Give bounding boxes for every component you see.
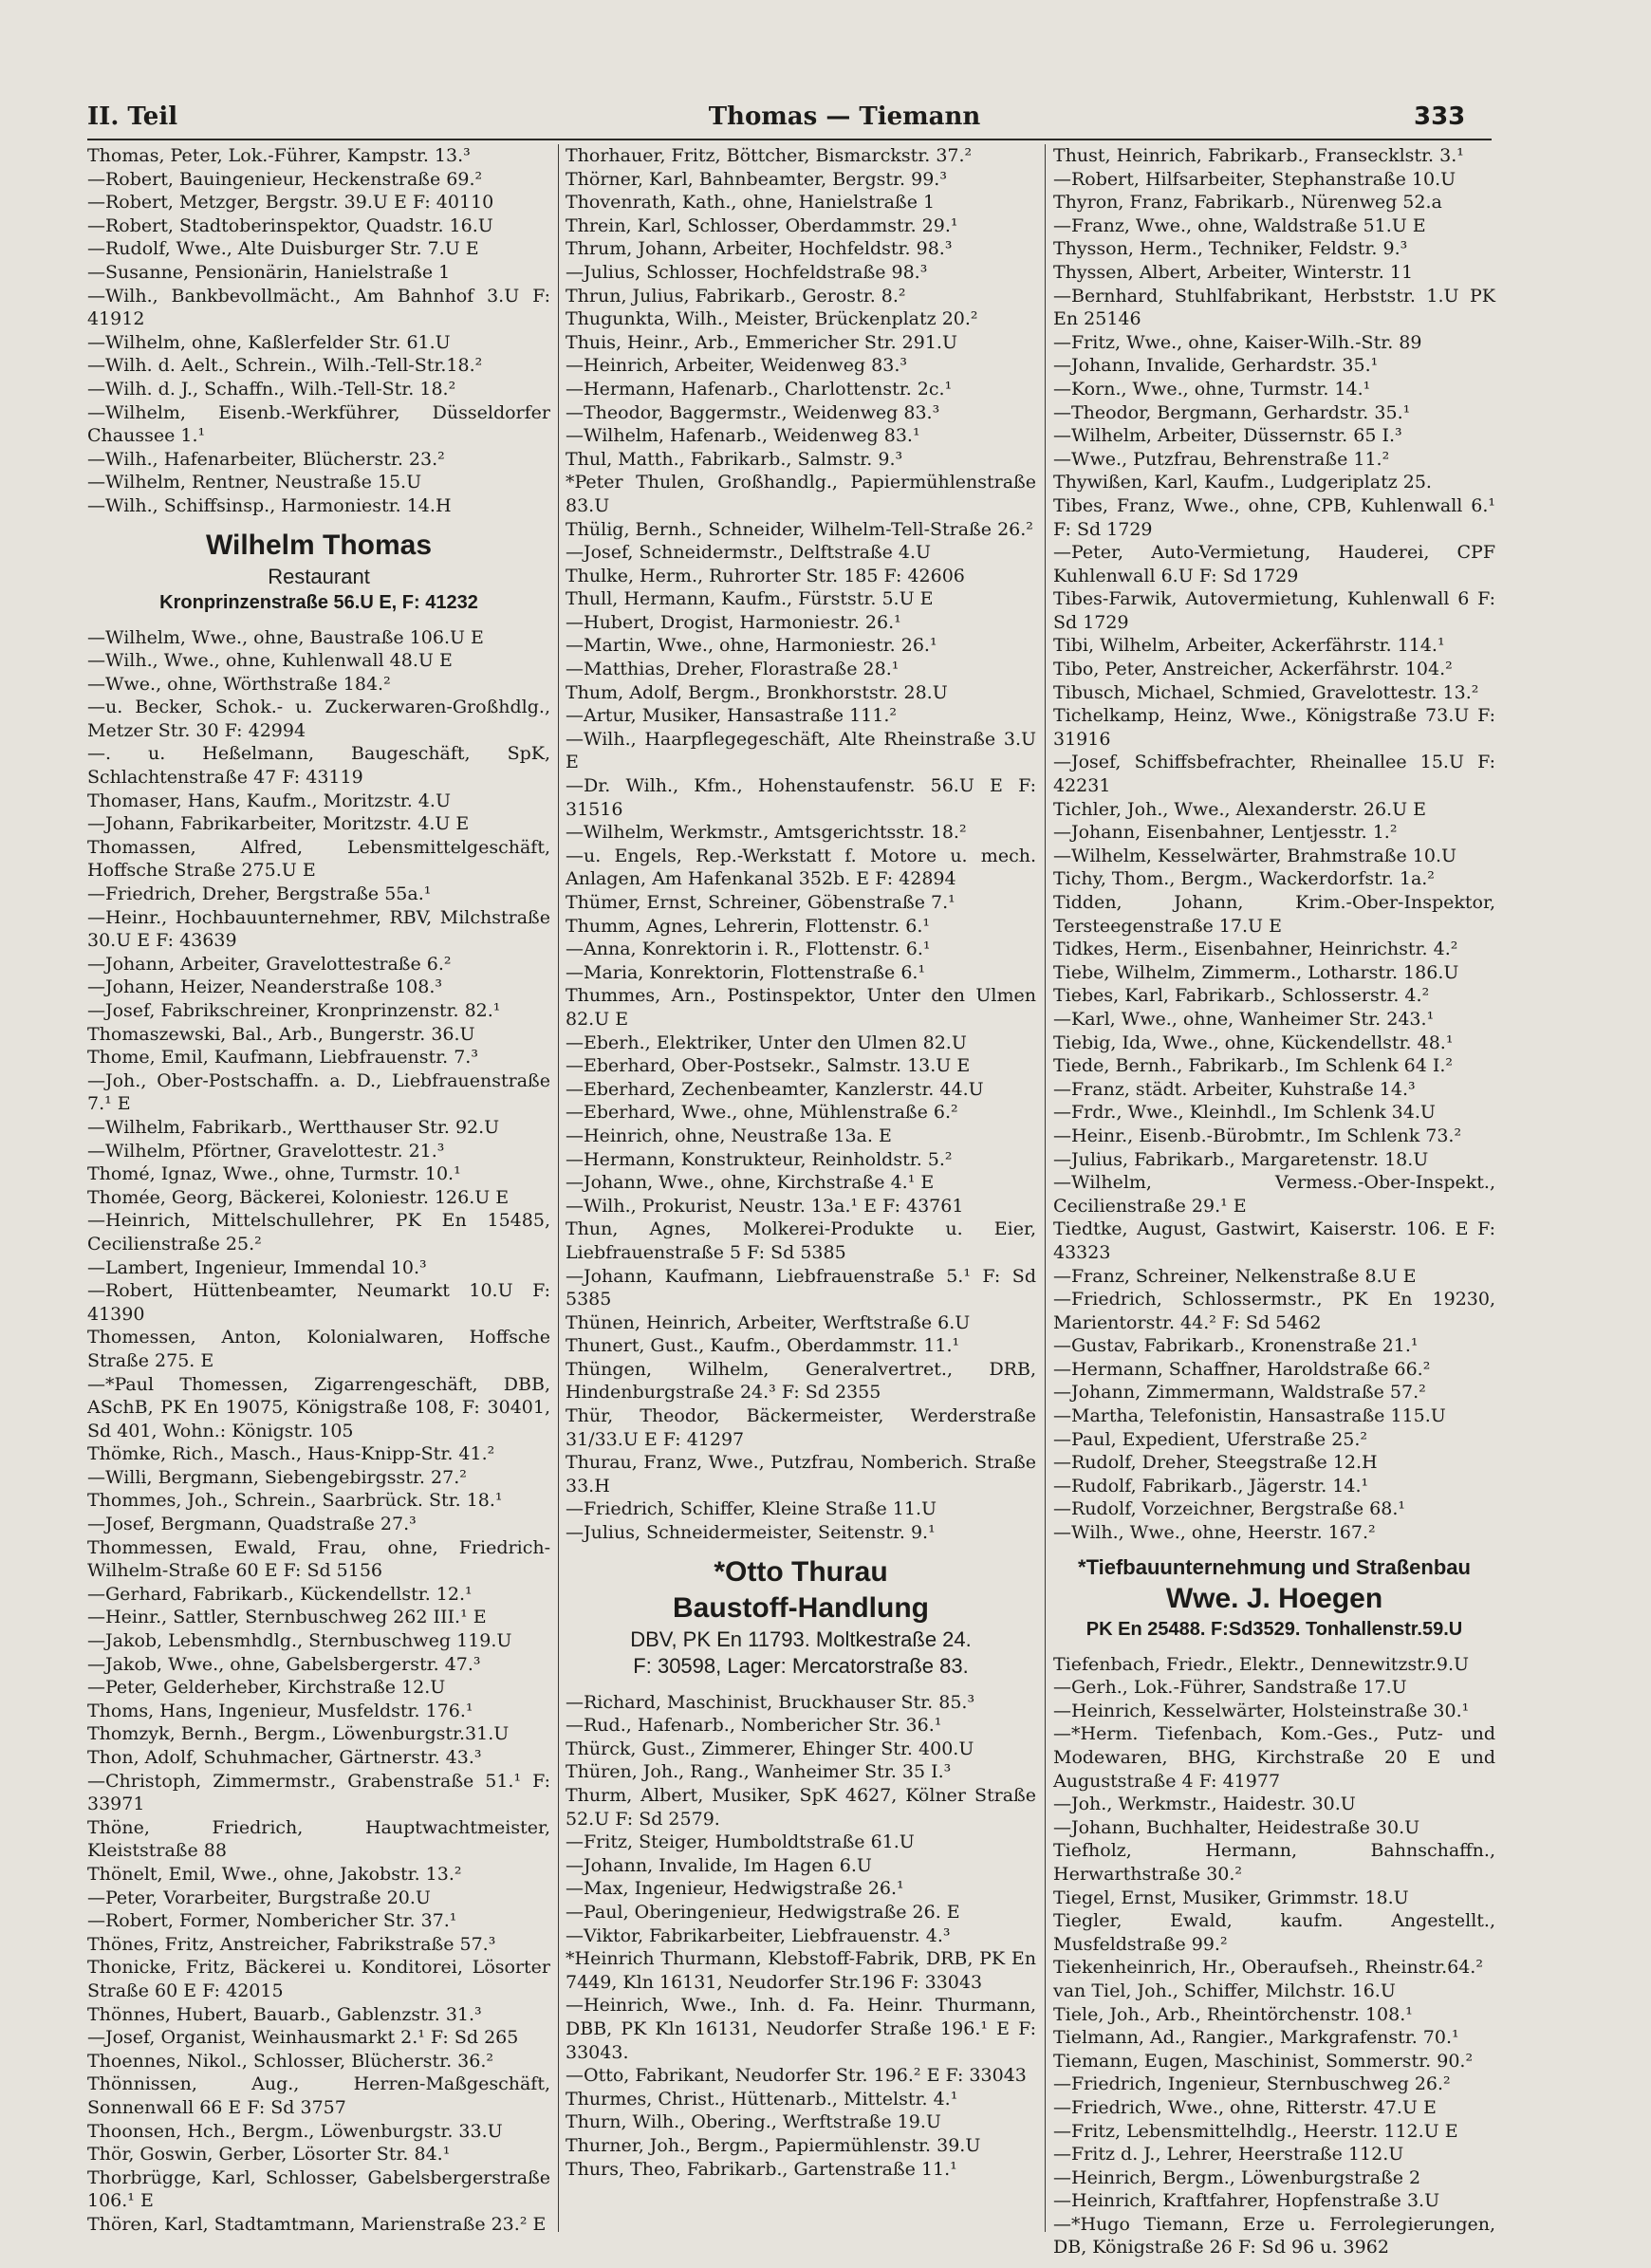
page-header (0, 102, 1651, 142)
column-divider (558, 144, 559, 2232)
directory-entry: —Friedrich, Schiffer, Kleine Straße 11.U (566, 1498, 937, 1520)
directory-entry: Tiegel, Ernst, Musiker, Grimmstr. 18.U (1053, 1887, 1409, 1908)
directory-entry: —Jakob, Wwe., ohne, Gabelsbergerstr. 47.³ (87, 1653, 481, 1675)
directory-entry: Thümer, Ernst, Schreiner, Göbenstraße 7.¹ (566, 892, 955, 913)
directory-entry: —Wilh., Schiffsinsp., Harmoniestr. 14.H (87, 494, 452, 516)
directory-entry: —Wilhelm, Werkmstr., Amtsgerichtsstr. 18.² (566, 822, 967, 844)
ad-wilhelm-thomas (87, 528, 550, 615)
directory-entry: —Maria, Konrektorin, Flottenstraße 6.¹ (566, 961, 926, 983)
directory-entry: Tiegler, Ewald, kaufm. Angestellt., Musfeldstraße 99.² (1053, 1910, 1495, 1955)
directory-entry: —Heinrich, Wwe., Inh. d. Fa. Heinr. Thurmann, DBB, PK Kln 16131, Neudorfer Straße 196.¹ E F: 33043. (566, 1995, 1036, 2063)
directory-entry: —Hermann, Konstrukteur, Reinholdstr. 5.² (566, 1148, 953, 1170)
directory-entry: —Johann, Kaufmann, Liebfrauenstraße 5.¹ F: Sd 5385 (566, 1265, 1036, 1311)
directory-entry: Thrun, Julius, Fabrikarb., Gerostr. 8.² (566, 285, 906, 307)
directory-entry: —Eberh., Elektriker, Unter den Ulmen 82.U (566, 1032, 967, 1053)
directory-entry: Thywißen, Karl, Kaufm., Ludgeriplatz 25. (1053, 472, 1432, 493)
directory-entry: —Gustav, Fabrikarb., Kronenstraße 21.¹ (1053, 1335, 1419, 1357)
directory-entry: —Gerh., Lok.-Führer, Sandstraße 17.U (1053, 1677, 1407, 1699)
directory-entry: —Friedrich, Dreher, Bergstraße 55a.¹ (87, 883, 432, 905)
directory-entry: —Frdr., Wwe., Kleinhdl., Im Schlenk 34.U (1053, 1102, 1436, 1124)
directory-entry: —Rudolf, Fabrikarb., Jägerstr. 14.¹ (1053, 1475, 1369, 1497)
directory-entry: —Robert, Metzger, Bergstr. 39.U E F: 40110 (87, 192, 494, 214)
directory-entry: —Theodor, Baggermstr., Weidenweg 83.³ (566, 401, 940, 423)
directory-entry: —Wilh., Haarpflegegeschäft, Alte Rheinstraße 3.U E (566, 728, 1036, 773)
directory-entry: —Heinrich, Kesselwärter, Holsteinstraße 30.¹ (1053, 1700, 1470, 1721)
directory-entry: —Fritz d. J., Lehrer, Heerstraße 112.U (1053, 2144, 1404, 2166)
directory-entry: Tiedtke, August, Gastwirt, Kaiserstr. 106. E F: 43323 (1053, 1218, 1495, 1263)
directory-entry: —u. Becker, Schok.- u. Zuckerwaren-Großhdlg., Metzer Str. 30 F: 42994 (87, 697, 550, 741)
directory-entry: Tibes, Franz, Wwe., ohne, CPB, Kuhlenwall 6.¹ F: Sd 1729 (1053, 494, 1495, 540)
directory-entry: —Wilhelm, Eisenb.-Werkführer, Düsseldorfer Chaussee 1.¹ (87, 401, 550, 447)
directory-entry: —Johann, Buchhalter, Heidestraße 30.U (1053, 1816, 1420, 1838)
directory-entry: —Richard, Maschinist, Bruckhauser Str. 85.³ (566, 1691, 975, 1713)
directory-entry: Thull, Hermann, Kaufm., Fürststr. 5.U E (566, 588, 934, 610)
directory-entry: —Johann, Fabrikarbeiter, Moritzstr. 4.U E (87, 813, 470, 835)
directory-entry: —Martin, Wwe., ohne, Harmoniestr. 26.¹ (566, 635, 937, 657)
directory-entry: Thören, Karl, Stadtamtmann, Marienstraße 23.² E (87, 2213, 547, 2235)
directory-entry: —Eberhard, Wwe., ohne, Mühlenstraße 6.² (566, 1102, 958, 1124)
directory-entry: Thul, Matth., Fabrikarb., Salmstr. 9.³ (566, 448, 903, 470)
ad-line: *Tiefbauunternehmung und Straßenbau (1078, 1554, 1471, 1579)
directory-entry: —Robert, Hüttenbeamter, Neumarkt 10.U F: 41390 (87, 1280, 550, 1325)
directory-entry: Tiede, Bernh., Fabrikarb., Im Schlenk 64 I.² (1053, 1055, 1454, 1077)
ad-name: Wilhelm Thomas (205, 529, 433, 561)
directory-entry: —Josef, Schneidermstr., Delftstraße 4.U (566, 542, 932, 564)
directory-entry: —Paul, Expedient, Uferstraße 25.² (1053, 1428, 1368, 1450)
directory-entry: —Wwe., Putzfrau, Behrenstraße 11.² (1053, 448, 1390, 470)
directory-entry: Thurner, Joh., Bergm., Papiermühlenstr. 39.U (566, 2134, 981, 2156)
directory-entry: —Robert, Bauingenieur, Heckenstraße 69.² (87, 168, 483, 190)
directory-entry: —Wilh., Prokurist, Neustr. 13a.¹ E F: 43761 (566, 1195, 964, 1217)
directory-entry: —Robert, Stadtoberinspektor, Quadstr. 16.U (87, 214, 493, 236)
directory-entry: —Matthias, Dreher, Florastraße 28.¹ (566, 659, 900, 680)
ad-address: Kronprinzenstraße 56.U E, F: 41232 (159, 591, 478, 613)
directory-entry: —Johann, Heizer, Neanderstraße 108.³ (87, 976, 443, 998)
directory-entry: *Peter Thulen, Großhandlg., Papiermühlenstraße 83.U (566, 472, 1036, 516)
directory-entry: Tibes-Farwik, Autovermietung, Kuhlenwall 6 F: Sd 1729 (1053, 588, 1495, 633)
directory-entry: —Julius, Schlosser, Hochfeldstraße 98.³ (566, 261, 928, 283)
ad-line: DBV, PK En 11793. Moltkestraße 24. (630, 1627, 972, 1651)
directory-entry: —Julius, Fabrikarb., Margaretenstr. 18.U (1053, 1148, 1429, 1170)
directory-entry: —Fritz, Wwe., ohne, Kaiser-Wilh.-Str. 89 (1053, 331, 1422, 353)
directory-entry: —Wilhelm, Fabrikarb., Wertthauser Str. 92.U (87, 1116, 500, 1138)
directory-entry: —Wilh., Hafenarbeiter, Blücherstr. 23.² (87, 448, 445, 470)
directory-entry: Thurm, Albert, Musiker, SpK 4627, Kölner Straße 52.U F: Sd 2579. (566, 1785, 1036, 1830)
directory-entry: —Friedrich, Wwe., ohne, Ritterstr. 47.U E (1053, 2096, 1437, 2118)
directory-entry: Thon, Adolf, Schuhmacher, Gärtnerstr. 43.³ (87, 1747, 482, 1768)
directory-entry: —Fritz, Steiger, Humboldtstraße 61.U (566, 1831, 915, 1853)
directory-entry: Thurs, Theo, Fabrikarb., Gartenstraße 11.¹ (566, 2158, 957, 2180)
directory-entry: —Wilh. d. Aelt., Schrein., Wilh.-Tell-Str.18.² (87, 355, 483, 377)
directory-entry: —Theodor, Bergmann, Gerhardstr. 35.¹ (1053, 401, 1411, 423)
directory-entry: —Willi, Bergmann, Siebengebirgsstr. 27.² (87, 1466, 467, 1488)
directory-entry: —Wilh., Wwe., ohne, Kuhlenwall 48.U E (87, 650, 453, 672)
ad-name: *Otto Thurau (714, 1555, 888, 1588)
directory-entry: —Wilhelm, Arbeiter, Düssernstr. 65 I.³ (1053, 425, 1402, 447)
directory-entry: Tielmann, Ad., Rangier., Markgrafenstr. 70.¹ (1053, 2027, 1459, 2049)
directory-entry: —Gerhard, Fabrikarb., Kückendellstr. 12.¹ (87, 1583, 473, 1605)
directory-entry: Tiefenbach, Friedr., Elektr., Dennewitzstr.9.U (1053, 1653, 1470, 1675)
directory-entry: Thyron, Franz, Fabrikarb., Nürenweg 52.a (1053, 192, 1442, 214)
directory-entry: —Josef, Organist, Weinhausmarkt 2.¹ F: Sd 265 (87, 2027, 519, 2049)
directory-entry: *Heinrich Thurmann, Klebstoff-Fabrik, DRB, PK En 7449, Kln 16131, Neudorfer Str.196 F: 33043 (566, 1948, 1036, 1993)
directory-entry: —Friedrich, Schlossermstr., PK En 19230, Marientorstr. 44.² F: Sd 5462 (1053, 1289, 1495, 1333)
directory-entry: Thorbrügge, Karl, Schlosser, Gabelsbergerstraße 106.¹ E (87, 2166, 550, 2212)
directory-entry: —Anna, Konrektorin i. R., Flottenstr. 6.¹ (566, 939, 931, 960)
directory-entry: Tiemann, Eugen, Maschinist, Sommerstr. 90.² (1053, 2050, 1474, 2072)
directory-entry: Thör, Goswin, Gerber, Lösorter Str. 84.¹ (87, 2144, 451, 2166)
directory-entry: Thüren, Joh., Rang., Wanheimer Str. 35 I.³ (566, 1761, 952, 1783)
directory-entry: —Johann, Wwe., ohne, Kirchstraße 4.¹ E (566, 1172, 935, 1194)
directory-entry: Thönes, Fritz, Anstreicher, Fabrikstraße 57.³ (87, 1933, 496, 1955)
directory-entry: Thurn, Wilh., Obering., Werftstraße 19.U (566, 2111, 941, 2133)
directory-entry: —Rudolf, Wwe., Alte Duisburger Str. 7.U E (87, 238, 479, 260)
directory-entry: —Christoph, Zimmermstr., Grabenstraße 51.¹ F: 33971 (87, 1770, 550, 1815)
directory-entry: —Heinrich, Mittelschullehrer, PK En 15485, Cecilienstraße 25.² (87, 1210, 550, 1255)
directory-entry: —Hermann, Hafenarb., Charlottenstr. 2c.¹ (566, 378, 953, 400)
directory-entry: Tiebig, Ida, Wwe., ohne, Kückendellstr. 48.¹ (1053, 1032, 1454, 1053)
directory-entry: —Heinr., Eisenb.-Bürobmtr., Im Schlenk 73.² (1053, 1125, 1462, 1146)
directory-entry: Thunert, Gust., Kaufm., Oberdammstr. 11.¹ (566, 1335, 960, 1357)
header-rule (87, 139, 1492, 140)
directory-entry: Thumm, Agnes, Lehrerin, Flottenstr. 6.¹ (566, 915, 931, 937)
directory-entry: —Wwe., ohne, Wörthstraße 184.² (87, 673, 391, 695)
directory-entry: Tichelkamp, Heinz, Wwe., Königstraße 73.U F: 31916 (1053, 705, 1495, 750)
directory-entry: —Jakob, Lebensmhdlg., Sternbuschweg 119.U (87, 1630, 512, 1652)
directory-entry: Thülig, Bernh., Schneider, Wilhelm-Tell-Straße 26.² (566, 518, 1033, 540)
directory-entry: —Eberhard, Ober-Postsekr., Salmstr. 13.U E (566, 1055, 971, 1077)
directory-entry: —Wilh., Bankbevollmächt., Am Bahnhof 3.U F: 41912 (87, 285, 550, 330)
directory-entry: —. u. Heßelmann, Baugeschäft, SpK, Schlachtenstraße 47 F: 43119 (87, 743, 550, 789)
directory-entry: —Johann, Eisenbahner, Lentjesstr. 1.² (1053, 822, 1398, 844)
directory-entry: —Karl, Wwe., ohne, Wanheimer Str. 243.¹ (1053, 1008, 1435, 1030)
directory-entry: —Josef, Schiffsbefrachter, Rheinallee 15.U F: 42231 (1053, 752, 1495, 797)
directory-entry: Thönnes, Hubert, Bauarb., Gablenzstr. 31.³ (87, 2003, 482, 2025)
directory-entry: —Heinrich, Kraftfahrer, Hopfenstraße 3.U (1053, 2190, 1440, 2212)
directory-entry: —Heinr., Hochbauunternehmer, RBV, Milchstraße 30.U E F: 43639 (87, 906, 550, 952)
directory-entry: Thünen, Heinrich, Arbeiter, Werftstraße 6.U (566, 1311, 971, 1333)
directory-entry: —Johann, Zimmermann, Waldstraße 57.² (1053, 1382, 1426, 1404)
directory-entry: —Wilhelm, Vermess.-Ober-Inspekt., Cecilienstraße 29.¹ E (1053, 1172, 1495, 1217)
directory-entry: —Robert, Former, Nombericher Str. 37.¹ (87, 1910, 457, 1932)
directory-entry: —Max, Ingenieur, Hedwigstraße 26.¹ (566, 1878, 904, 1900)
directory-entry: Thömke, Rich., Masch., Haus-Knipp-Str. 41.² (87, 1443, 495, 1465)
directory-entry: Thonicke, Fritz, Bäckerei u. Konditorei, Lösorter Straße 60 E F: 42015 (87, 1957, 550, 2001)
directory-entry: —Susanne, Pensionärin, Hanielstraße 1 (87, 261, 451, 283)
directory-entry: —Johann, Arbeiter, Gravelottestraße 6.² (87, 953, 452, 975)
directory-entry: Thomaser, Hans, Kaufm., Moritzstr. 4.U (87, 790, 451, 811)
directory-entry: Thovenrath, Kath., ohne, Hanielstraße 1 (566, 192, 936, 214)
directory-entry: —Wilhelm, Kesselwärter, Brahmstraße 10.U (1053, 845, 1457, 866)
directory-entry: —Johann, Invalide, Im Hagen 6.U (566, 1854, 872, 1876)
directory-entry: —Martha, Telefonistin, Hansastraße 115.U (1053, 1405, 1446, 1427)
directory-entry: —Rudolf, Vorzeichner, Bergstraße 68.¹ (1053, 1498, 1405, 1520)
directory-entry: —Peter, Vorarbeiter, Burgstraße 20.U (87, 1887, 431, 1908)
directory-entry: —Dr. Wilh., Kfm., Hohenstaufenstr. 56.U E F: 31516 (566, 775, 1036, 820)
directory-entry: Thugunkta, Wilh., Meister, Brückenplatz 20.² (566, 308, 978, 330)
directory-entry: —Wilhelm, Hafenarb., Weidenweg 83.¹ (566, 425, 920, 447)
directory-entry: —Josef, Fabrikschreiner, Kronprinzenstr. 82.¹ (87, 1000, 501, 1021)
directory-entry: —Viktor, Fabrikarbeiter, Liebfrauenstr. 4.³ (566, 1924, 951, 1946)
directory-entry: —Wilhelm, Rentner, Neustraße 15.U (87, 472, 422, 493)
directory-entry: —Friedrich, Ingenieur, Sternbuschweg 26.² (1053, 2073, 1451, 2095)
directory-entry: Tiebes, Karl, Fabrikarb., Schlosserstr. 4.² (1053, 985, 1430, 1007)
directory-entry: Thomaszewski, Bal., Arb., Bungerstr. 36.U (87, 1023, 475, 1045)
part-label: II. Teil (87, 102, 178, 131)
directory-entry: Tichler, Joh., Wwe., Alexanderstr. 26.U E (1053, 798, 1426, 820)
directory-entry: Thommes, Joh., Schrein., Saarbrück. Str. 18.¹ (87, 1490, 503, 1512)
directory-entry: —Joh., Ober-Postschaffn. a. D., Liebfrauenstraße 7.¹ E (87, 1069, 550, 1115)
directory-entry: Thomzyk, Bernh., Bergm., Löwenburgstr.31.U (87, 1723, 510, 1745)
directory-entry: —Wilhelm, Wwe., ohne, Baustraße 106.U E (87, 626, 484, 648)
directory-entry: Thürck, Gust., Zimmerer, Ehinger Str. 400.U (566, 1738, 974, 1759)
directory-entry: Thönnissen, Aug., Herren-Maßgeschäft, Sonnenwall 66 E F: Sd 3757 (87, 2073, 550, 2118)
directory-entry: —Franz, städt. Arbeiter, Kuhstraße 14.³ (1053, 1078, 1416, 1100)
directory-entry: Tiefholz, Hermann, Bahnschaffn., Herwarthstraße 30.² (1053, 1840, 1495, 1885)
directory-entry: Tibi, Wilhelm, Arbeiter, Ackerfährstr. 114.¹ (1053, 635, 1445, 657)
directory-entry: Thomas, Peter, Lok.-Führer, Kampstr. 13.³ (87, 145, 471, 166)
directory-entry: —Robert, Hilfsarbeiter, Stephanstraße 10.U (1053, 168, 1456, 190)
directory-entry: Thommessen, Ewald, Frau, ohne, Friedrich-Wilhelm-Straße 60 E F: Sd 5156 (87, 1536, 550, 1582)
directory-entry: Thomé, Ignaz, Wwe., ohne, Turmstr. 10.¹ (87, 1163, 461, 1185)
directory-entry: —Otto, Fabrikant, Neudorfer Str. 196.² E F: 33043 (566, 2065, 1027, 2087)
directory-entry: Tiebe, Wilhelm, Zimmerm., Lotharstr. 186.U (1053, 961, 1459, 983)
directory-entry: —Heinrich, Arbeiter, Weidenweg 83.³ (566, 355, 907, 377)
ad-line: F: 30598, Lager: Mercatorstraße 83. (633, 1653, 969, 1678)
directory-entry: —Wilhelm, Pförtner, Gravelottestr. 21.³ (87, 1140, 445, 1162)
directory-entry: Tidkes, Herm., Eisenbahner, Heinrichstr. 4.² (1053, 939, 1458, 960)
directory-entry: Thust, Heinrich, Fabrikarb., Fransecklstr. 3.¹ (1053, 145, 1464, 166)
directory-entry: Thoennes, Nikol., Schlosser, Blücherstr. 36.² (87, 2050, 493, 2072)
directory-entry: Thüngen, Wilhelm, Generalvertret., DRB, Hindenburgstraße 24.³ F: Sd 2355 (566, 1358, 1036, 1404)
directory-entry: —*Hugo Tiemann, Erze u. Ferrolegierungen, DB, Königstraße 26 F: Sd 96 u. 3962 (1053, 2213, 1495, 2259)
directory-entry: —u. Engels, Rep.-Werkstatt f. Motore u. mech. Anlagen, Am Hafenkanal 352b. E F: 42894 (566, 845, 1036, 890)
name-range: Thomas — Tiemann (708, 102, 981, 131)
directory-entry: Thun, Agnes, Molkerei-Produkte u. Eier, Liebfrauenstraße 5 F: Sd 5385 (566, 1218, 1036, 1263)
directory-entry: —Lambert, Ingenieur, Immendal 10.³ (87, 1256, 427, 1278)
ad-otto-thurau (566, 1554, 1036, 1680)
directory-entry: —Joh., Werkmstr., Haidestr. 30.U (1053, 1794, 1356, 1815)
directory-entry: Thome, Emil, Kaufmann, Liebfrauenstr. 7.³ (87, 1047, 478, 1069)
directory-entry: Tichy, Thom., Bergm., Wackerdorfstr. 1a.² (1053, 868, 1435, 890)
directory-entry: —Eberhard, Zechenbeamter, Kanzlerstr. 44.U (566, 1078, 984, 1100)
directory-entry: Tiekenheinrich, Hr., Oberaufseh., Rheinstr.64.² (1053, 1957, 1483, 1979)
directory-entry: Tibusch, Michael, Schmied, Gravelottestr. 13.² (1053, 681, 1479, 703)
directory-entry: —*Herm. Tiefenbach, Kom.-Ges., Putz- und Modewaren, BHG, Kirchstraße 20 E und Auguststraße 4 F: 41977 (1053, 1723, 1495, 1792)
directory-entry: —Paul, Oberingenieur, Hedwigstraße 26. E (566, 1901, 960, 1923)
directory-entry: —Artur, Musiker, Hansastraße 111.² (566, 705, 898, 727)
directory-entry: Thyssen, Albert, Arbeiter, Winterstr. 11 (1053, 261, 1414, 283)
directory-entry: —Josef, Bergmann, Quadstraße 27.³ (87, 1514, 417, 1535)
directory-entry: Thorhauer, Fritz, Böttcher, Bismarckstr. 37.² (566, 145, 973, 166)
directory-entry: Thurau, Franz, Wwe., Putzfrau, Nomberich. Straße 33.H (566, 1452, 1036, 1497)
directory-entry: —Rud., Hafenarb., Nombericher Str. 36.¹ (566, 1715, 942, 1737)
ad-name: Wwe. J. Hoegen (1165, 1582, 1383, 1614)
directory-entry: Thoms, Hans, Ingenieur, Musfeldstr. 176.¹ (87, 1700, 473, 1721)
directory-entry: Thönelt, Emil, Wwe., ohne, Jakobstr. 13.² (87, 1863, 462, 1885)
directory-entry: Thörner, Karl, Bahnbeamter, Bergstr. 99.³ (566, 168, 947, 190)
directory-entry: —Franz, Schreiner, Nelkenstraße 8.U E (1053, 1265, 1417, 1287)
directory-entry: —Peter, Gelderheber, Kirchstraße 12.U (87, 1677, 446, 1699)
directory-entry: Thoonsen, Hch., Bergm., Löwenburgstr. 33.U (87, 2120, 503, 2142)
directory-entry: van Tiel, Joh., Schiffer, Milchstr. 16.U (1053, 1980, 1396, 2001)
column-1 (87, 144, 550, 2235)
directory-entry: Thurmes, Christ., Hüttenarb., Mittelstr. 4.¹ (566, 2088, 958, 2110)
directory-entry: —*Paul Thomessen, Zigarrengeschäft, DBB, ASchB, PK En 19075, Königstraße 108, F: 30401, Sd 401, Wohn.: Königstr. 105 (87, 1373, 550, 1441)
directory-entry: Thulke, Herm., Ruhrorter Str. 185 F: 42606 (566, 565, 965, 586)
directory-entry: Thum, Adolf, Bergm., Bronkhorststr. 28.U (566, 681, 948, 703)
ad-hoegen (1053, 1554, 1495, 1642)
directory-entry: —Heinrich, ohne, Neustraße 13a. E (566, 1125, 892, 1146)
directory-entry: —Wilh., Wwe., ohne, Heerstr. 167.² (1053, 1522, 1376, 1544)
directory-entry: Tibo, Peter, Anstreicher, Ackerfährstr. 104.² (1053, 659, 1453, 680)
directory-entry: —Wilh. d. J., Schaffn., Wilh.-Tell-Str. 18.² (87, 378, 456, 400)
directory-entry: Thuis, Heinr., Arb., Emmericher Str. 291.U (566, 331, 957, 353)
directory-entry: —Korn., Wwe., ohne, Turmstr. 14.¹ (1053, 378, 1371, 400)
directory-entry: Tidden, Johann, Krim.-Ober-Inspektor, Tersteegenstraße 17.U E (1053, 892, 1495, 937)
directory-entry: —Fritz, Lebensmittelhdlg., Heerstr. 112.U E (1053, 2120, 1458, 2142)
directory-entry: —Peter, Auto-Vermietung, Hauderei, CPF Kuhlenwall 6.U F: Sd 1729 (1053, 542, 1495, 586)
directory-entry: —Wilhelm, ohne, Kaßlerfelder Str. 61.U (87, 331, 451, 353)
directory-entry: Thysson, Herm., Techniker, Feldstr. 9.³ (1053, 238, 1408, 260)
column-2 (566, 144, 1036, 2232)
directory-entry: —Hubert, Drogist, Harmoniestr. 26.¹ (566, 611, 901, 633)
directory-entry: Tiele, Joh., Arb., Rheintörchenstr. 108.¹ (1053, 2003, 1413, 2025)
directory-entry: Thöne, Friedrich, Hauptwachtmeister, Kleiststraße 88 (87, 1816, 550, 1862)
directory-entry: —Franz, Wwe., ohne, Waldstraße 51.U E (1053, 214, 1426, 236)
directory-entry: —Bernhard, Stuhlfabrikant, Herbststr. 1.U PK En 25146 (1053, 285, 1495, 330)
directory-entry: Thür, Theodor, Bäckermeister, Werderstraße 31/33.U E F: 41297 (566, 1405, 1036, 1450)
directory-entry: —Johann, Invalide, Gerhardstr. 35.¹ (1053, 355, 1379, 377)
column-3 (1053, 144, 1495, 2259)
directory-entry: Thummes, Arn., Postinspektor, Unter den Ulmen 82.U E (566, 985, 1036, 1030)
ad-type: Restaurant (268, 564, 370, 588)
directory-entry: —Heinrich, Bergm., Löwenburgstraße 2 (1053, 2166, 1421, 2188)
page-number: 333 (1414, 102, 1466, 131)
ad-type: Baustoff-Handlung (673, 1591, 929, 1624)
ad-address: PK En 25488. F:Sd3529. Tonhallenstr.59.U (1085, 1618, 1463, 1640)
directory-entry: —Heinr., Sattler, Sternbuschweg 262 III.¹ E (87, 1607, 487, 1628)
directory-entry: Thomassen, Alfred, Lebensmittelgeschäft, Hoffsche Straße 275.U E (87, 836, 550, 882)
column-divider (1045, 144, 1046, 2232)
directory-entry: Thomessen, Anton, Kolonialwaren, Hoffsche Straße 275. E (87, 1327, 550, 1371)
directory-entry: Threin, Karl, Schlosser, Oberdammstr. 29.¹ (566, 214, 958, 236)
directory-entry: Thomée, Georg, Bäckerei, Koloniestr. 126.U E (87, 1186, 510, 1208)
directory-entry: —Rudolf, Dreher, Steegstraße 12.H (1053, 1452, 1378, 1474)
directory-entry: Thrum, Johann, Arbeiter, Hochfeldstr. 98.³ (566, 238, 953, 260)
directory-entry: —Julius, Schneidermeister, Seitenstr. 9.¹ (566, 1522, 936, 1544)
directory-entry: —Hermann, Schaffner, Haroldstraße 66.² (1053, 1358, 1431, 1380)
